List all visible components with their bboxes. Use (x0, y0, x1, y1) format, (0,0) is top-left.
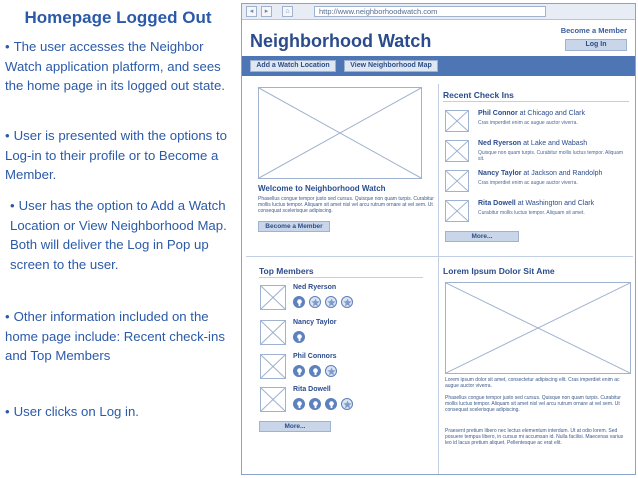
checkins-more-button[interactable]: More... (445, 231, 519, 242)
checkin-heading: Ned Ryerson at Lake and Wabash (478, 140, 588, 147)
members-more-button[interactable]: More... (259, 421, 331, 432)
welcome-body: Phasellus congue tempor justo sed cursus. Quisque non quam turpis. Curabitur mollis luctus tempor. Aliquam sit amet nisl vel arcu rutrum ornare at vel sem. Ut consequat scelerisque adipiscing. (258, 196, 434, 215)
annotation-note: • User clicks on Log in. (5, 404, 139, 419)
lorem-paragraph: Lorem ipsum dolor sit amet, consectetur adipiscing elit. Cras imperdiet enim ac augue auctor viverra. (445, 377, 620, 390)
checkin-heading: Rita Dowell at Washington and Clark (478, 200, 595, 207)
lorem-image-placeholder (445, 282, 631, 374)
section-rule (259, 277, 423, 278)
medal-badge-icon (293, 365, 305, 377)
avatar (260, 285, 286, 310)
medal-badge-icon (309, 365, 321, 377)
lorem-title: Lorem Ipsum Dolor Sit Ame (443, 266, 555, 276)
add-watch-location-button[interactable]: Add a Watch Location (250, 60, 336, 72)
annotation-panel (0, 0, 236, 478)
star-icon (325, 296, 337, 308)
home-icon[interactable]: ⌂ (282, 6, 293, 17)
star-icon (341, 398, 353, 410)
column-divider (438, 84, 439, 474)
member-name[interactable]: Ned Ryerson (293, 284, 337, 291)
avatar (260, 320, 286, 345)
wireframe-browser-window (241, 3, 636, 475)
checkin-text: Cras imperdiet enim ac augue auctor viverra. (478, 120, 578, 126)
checkin-text: Cras imperdiet enim ac augue auctor viverra. (478, 180, 578, 186)
forward-icon[interactable]: ▸ (261, 6, 272, 17)
top-members-title: Top Members (259, 266, 314, 276)
checkin-heading: Phil Connor at Chicago and Clark (478, 110, 585, 117)
view-neighborhood-map-button[interactable]: View Neighborhood Map (344, 60, 438, 72)
avatar (445, 110, 469, 132)
avatar (260, 354, 286, 379)
avatar (445, 200, 469, 222)
avatar (445, 140, 469, 162)
member-name[interactable]: Nancy Taylor (293, 319, 337, 326)
section-divider (246, 256, 633, 257)
annotation-note: • User has the option to Add a Watch Location or View Neighborhood Map. Both will deliver the Log in Pop up screen to the user. (10, 198, 227, 272)
star-icon (325, 365, 337, 377)
medal-badge-icon (293, 398, 305, 410)
lorem-paragraph: Phasellus congue tempor justo sed cursus. Quisque non quam turpis. Curabitur mollis luctus tempor. Aliquam sit amet nisl vel arcu rutrum ornare at vel sem. Ut consequat scelerisque adipiscing. (445, 395, 621, 414)
checkin-heading: Nancy Taylor at Jackson and Randolph (478, 170, 603, 177)
star-icon (341, 296, 353, 308)
medal-badge-icon (309, 398, 321, 410)
annotation-note: • The user accesses the Neighbor Watch application platform, and sees the home page in its logged out state. (5, 39, 225, 93)
medal-badge-icon (293, 331, 305, 343)
checkin-text: Quisque non quam turpis. Curabitur mollis luctus tempor. Aliquam sit. (478, 150, 624, 162)
recent-checkins-title: Recent Check Ins (443, 90, 514, 100)
member-name[interactable]: Phil Connors (293, 353, 337, 360)
avatar (445, 170, 469, 192)
section-rule (443, 101, 629, 102)
welcome-image-placeholder (258, 87, 422, 179)
annotation-note: • Other information included on the home page include: Recent check-ins and Top Members (5, 309, 225, 363)
site-title: Neighborhood Watch (250, 31, 432, 51)
lorem-paragraph: Praesent pretium libero nec lectus elementum interdum. Ut at odio lorem. Sed posuere tempus libero, in cursus mi accumsan id. Nulla facilisi. Maecenas varius leo id lacus pretium aliquet. Pellentesque ac erat elit. (445, 428, 624, 447)
become-member-link[interactable]: Become a Member (560, 26, 627, 35)
welcome-title: Welcome to Neighborhood Watch (258, 184, 386, 193)
main-navbar (242, 56, 635, 76)
annotation-note: • User is presented with the options to Log-in to their profile or to Become a Member. (5, 128, 227, 182)
medal-badge-icon (293, 296, 305, 308)
medal-badge-icon (325, 398, 337, 410)
browser-toolbar (242, 4, 635, 20)
login-button[interactable]: Log In (565, 39, 627, 51)
avatar (260, 387, 286, 412)
checkin-text: Curabitur mollis luctus tempor. Aliquam sit amet. (478, 210, 585, 216)
become-member-button[interactable]: Become a Member (258, 221, 330, 232)
annotation-title: Homepage Logged Out (24, 8, 212, 27)
back-icon[interactable]: ◂ (246, 6, 257, 17)
star-icon (309, 296, 321, 308)
member-name[interactable]: Rita Dowell (293, 386, 331, 393)
address-bar[interactable]: http://www.neighborhoodwatch.com (314, 6, 546, 17)
